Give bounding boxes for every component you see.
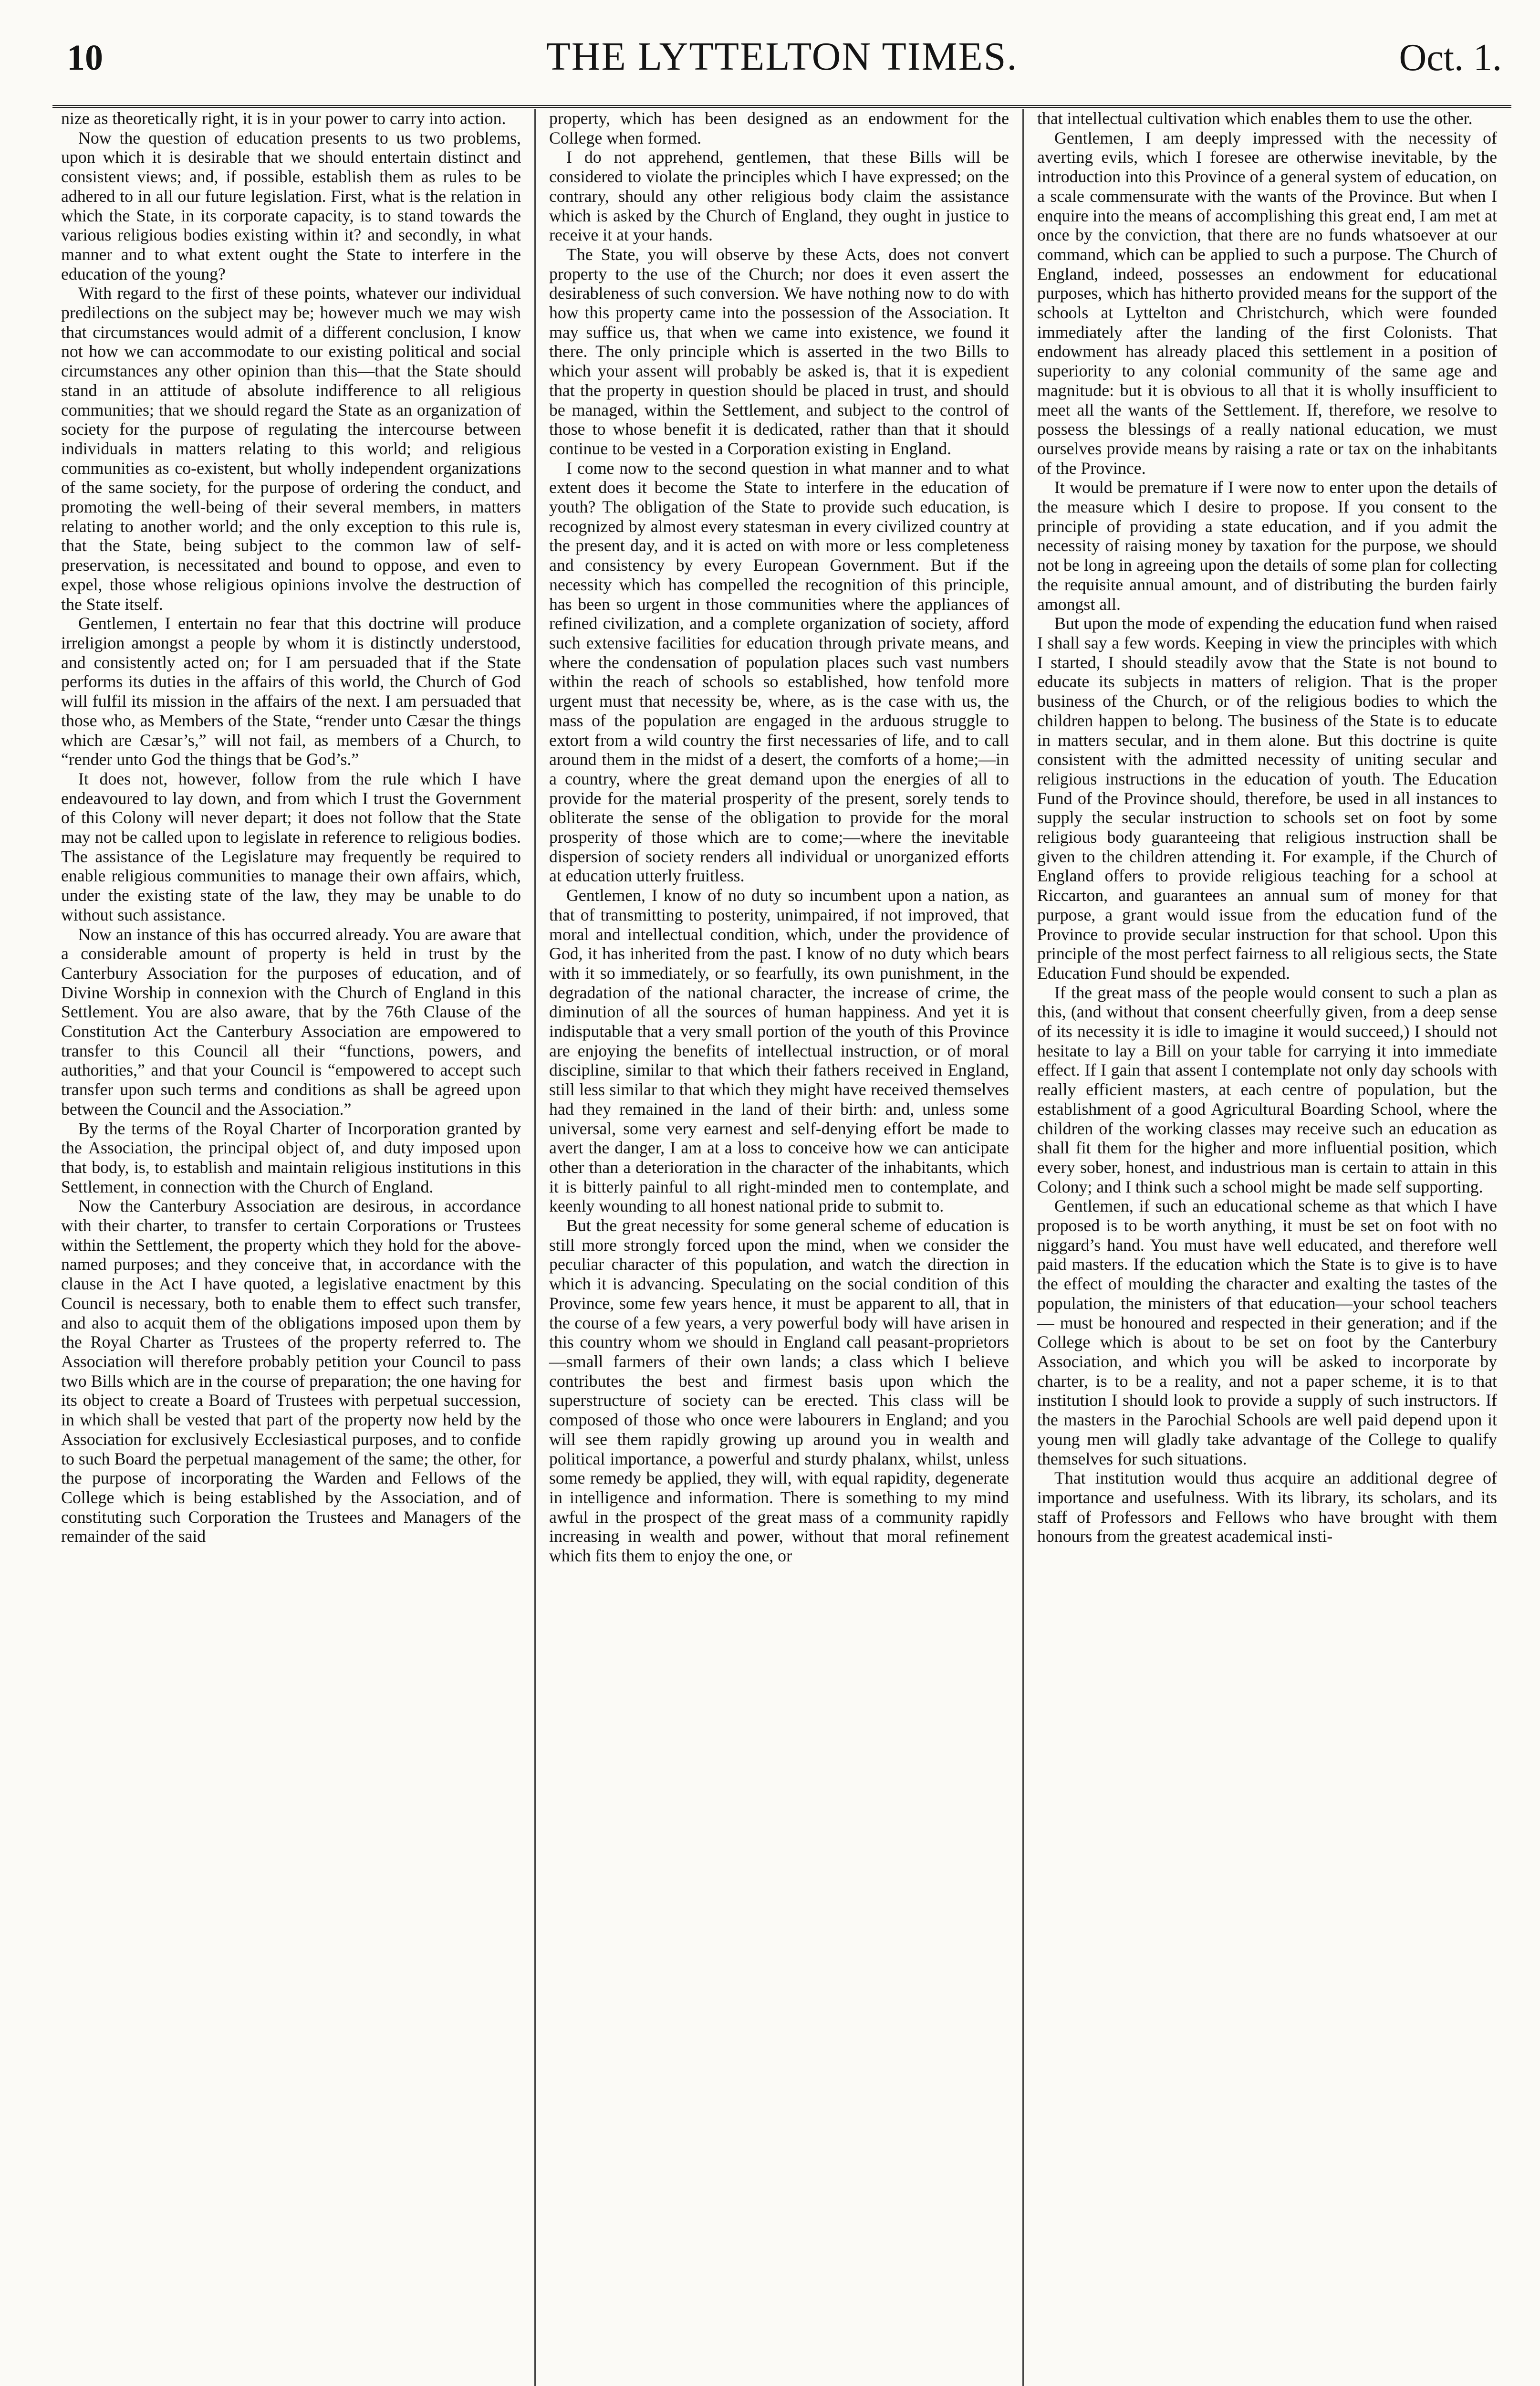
paragraph: If the great mass of the people would consent to such a plan as this, (and without that consent cheerfully given, from a deep sense of its necessity it is idle to imagine it would succeed,) I should not hesitate to lay a Bill on your table for carrying it into immediate effect. If I gain that assent I contemplate not only day schools with really efficient masters, at each centre of population, but the establishment of a good Agricultural Boarding School, where the children of the working classes may receive such an education as shall fit them for the higher and more influential position, which every sober, honest, and industrious man is certain to attain in this Colony; and I think such a school might be made self supporting. <box>1037 983 1497 1196</box>
paragraph: Now the Canterbury Association are desirous, in accordance with their charter, to transfer to certain Corporations or Trustees within the Settlement, the property which they hold for the above-named purposes; and they conceive that, in accordance with the clause in the Act I have quoted, a legislative enactment by this Council is necessary, both to enable them to effect such transfer, and also to acquit them of the obligations imposed upon them by the Royal Charter as Trustees of the property referred to. The Association will therefore probably petition your Council to pass two Bills which are in the course of preparation; the one having for its object to create a Board of Trustees with perpetual succession, in which shall be vested that part of the property now held by the Association for exclusively Ecclesiastical purposes, and to confide to such Board the perpetual management of the same; the other, for the purpose of incorporating the Warden and Fellows of the College which is being established by the Association, and of constituting such Corporation the Trustees and Managers of the remainder of the said <box>61 1196 521 1546</box>
issue-date: Oct. 1. <box>1399 37 1502 79</box>
paragraph: With regard to the first of these points, whatever our individual predilections on the subject may be; however much we may wish that circumstances would admit of a different conclusion, I know not how we can accommodate to our existing political and social circumstances any other opinion than this—that the State should stand in an attitude of absolute indifference to all religious communities; that we should regard the State as an organization of society for the purpose of regulating the intercourse between individuals in matters relating to this world; and religious communities as co-existent, but wholly independent organizations of the same society, for the purpose of ordering the conduct, and promoting the well-being of their several members, in matters relating to another world; and the only exception to this rule is, that the State, being subject to the common law of self-preservation, is necessitated and bound to oppose, and even to expel, those whose religious opinions involve the destruction of the State itself. <box>61 283 521 614</box>
page-number: 10 <box>67 38 103 78</box>
paragraph: Gentlemen, if such an educational scheme as that which I have proposed is to be worth anything, it must be set on foot with no niggard’s hand. You must have well educated, and therefore well paid masters. If the education which the State is to give is to have the effect of moulding the character and exalting the tastes of the population, the ministers of that education—your school teachers — must be honoured and respected in their generation; and if the College which is about to be set on foot by the Canterbury Association, and which you will be asked to incorporate by charter, is to be a reality, and not a paper scheme, it is to that institution I should look to provide a supply of such instructors. If the masters in the Parochial Schools are well paid depend upon it young men will gladly take advantage of the College to qualify themselves for such situations. <box>1037 1196 1497 1468</box>
column-divider <box>534 109 536 2386</box>
paragraph: It does not, however, follow from the rule which I have endeavoured to lay down, and from which I trust the Government of this Colony will never depart; it does not follow that the State may not be called upon to legislate in reference to religious bodies. The assistance of the Legislature may frequently be required to enable religious communities to manage their own affairs, which, under the existing state of the law, they may be unable to do without such assistance. <box>61 769 521 924</box>
paragraph: that intellectual cultivation which enables them to use the other. <box>1037 109 1473 128</box>
article-columns <box>52 109 1511 2386</box>
paragraph: Gentlemen, I know of no duty so incumbent upon a nation, as that of transmitting to posterity, unimpaired, if not improved, that moral and intellectual condition, which, under the providence of God, it has inherited from the past. I know of no duty which bears with it so immediately, or so fearfully, its own punishment, in the degradation of the national character, the increase of crime, the diminution of all the sources of human happiness. And yet it is indisputable that a very small portion of the youth of this Province are enjoying the benefits of intellectual instruction, or of moral discipline, similar to that which their fathers received in England, still less similar to that which they might have received themselves had they remained in the land of their birth: and, unless some universal, some very earnest and self-denying effort be made to avert the danger, I am at a loss to conceive how we can anticipate other than a deterioration in the character of the inhabitants, which it is bitterly painful to all right-minded men to contemplate, and keenly wounding to all honest national pride to submit to. <box>549 886 1009 1216</box>
column-3 <box>1029 109 1506 2386</box>
paragraph: Gentlemen, I am deeply impressed with the necessity of averting evils, which I foresee are otherwise inevitable, by the introduction into this Province of a general system of education, on a scale commensurate with the wants of the Province. But when I enquire into the means of accomplishing this great end, I am met at once by the conviction, that there are no funds whatsoever at our command, which can be applied to such a purpose. The Church of England, indeed, possesses an endowment for educational purposes, which has hitherto provided means for the support of the schools at Lyttelton and Christchurch, which were founded immediately after the landing of the first Colonists. That endowment has already placed this settlement in a position of superiority to any colonial community of the same age and magnitude: but it is obvious to all that it is wholly insufficient to meet all the wants of the Settlement. If, therefore, we resolve to possess the blessings of a really national education, we must ourselves provide means by raising a rate or tax on the inhabitants of the Province. <box>1037 128 1497 478</box>
column-1 <box>52 109 530 2386</box>
paragraph: The State, you will observe by these Acts, does not convert property to the use of the Church; nor does it even assert the desirableness of such conversion. We have nothing now to do with how this property came into the possession of the Association. It may suffice us, that when we came into existence, we found it there. The only principle which is asserted in the two Bills to which your assent will probably be asked is, that it is expedient that the property in question should be placed in trust, and should be managed, within the Settlement, and subject to the control of those to whose benefit it is dedicated, rather than that it should continue to be vested in a Corporation existing in England. <box>549 244 1009 458</box>
paragraph: property, which has been designed as an endowment for the College when formed. <box>549 109 1009 147</box>
paragraph: I come now to the second question in what manner and to what extent does it become the State to interfere in the education of youth? The obligation of the State to provide such education, is recognized by almost every statesman in every civilized country at the present day, and it is acted on with more or less completeness and consistency by every European Government. But if the necessity which has compelled the recognition of this principle, has been so urgent in those communities where the appliances of refined civilization, and a complete organization of society, afford such extensive facilities for education through private means, and where the condensation of population places such vast numbers within the reach of schools so established, how tenfold more urgent must that necessity be, where, as is the case with us, the mass of the population are engaged in the arduous struggle to extort from a wild country the first necessaries of life, and to call around them in the midst of a desert, the comforts of a home;—in a country, where the great demand upon the energies of all to provide for the material prosperity of the present, sorely tends to obliterate the sense of the obligation to provide for the moral prosperity of those which are to come;—where the inevitable dispersion of society renders all individual or unorganized efforts at education utterly fruitless. <box>549 458 1009 886</box>
paragraph: But upon the mode of expending the education fund when raised I shall say a few words. Keeping in view the principles with which I started, I should steadily avow that the State is not bound to educate its subjects in matters of religion. That is the proper business of the Church, or of the religious bodies to which the children happen to belong. The business of the State is to educate in matters secular, and in them alone. But this doctrine is quite consistent with the admitted necessity of uniting secular and religious instructions in the education of youth. The Education Fund of the Province should, therefore, be used in all instances to supply the secular instruction to schools set on foot by some religious body guaranteeing that religious instruction shall be given to the children attending it. For example, if the Church of England offers to provide religious teaching for a school at Riccarton, and guarantees an annual sum of money for that purpose, a grant would issue from the education fund of the Province to provide secular instruction for that school. Upon this principle of the most perfect fairness to all religious sects, the State Education Fund should be expended. <box>1037 614 1497 983</box>
paragraph: Now the question of education presents to us two problems, upon which it is desirable that we should entertain distinct and consistent views; and, if possible, establish them as rules to be adhered to in all our future legislation. First, what is the relation in which the State, in its corporate capacity, is to stand towards the various religious bodies existing within it? and secondly, in what manner and to what extent ought the State to interfere in the education of the young? <box>61 128 521 283</box>
paragraph: nize as theoretically right, it is in your power to carry into action. <box>61 109 506 128</box>
masthead <box>52 33 1511 108</box>
paragraph: It would be premature if I were now to enter upon the details of the measure which I desire to propose. If you consent to the principle of providing a state education, and if you admit the necessity of raising money by taxation for the purpose, we should not be long in agreeing upon the details of some plan for collecting the requisite annual amount, and of distributing the burden fairly amongst all. <box>1037 478 1497 614</box>
column-2 <box>541 109 1018 2386</box>
newspaper-title: THE LYTTELTON TIMES. <box>546 34 1018 79</box>
paragraph: I do not apprehend, gentlemen, that these Bills will be considered to violate the principles which I have expressed; on the contrary, should any other religious body claim the assistance which is asked by the Church of England, they ought in justice to receive it at your hands. <box>549 147 1009 245</box>
paragraph: Gentlemen, I entertain no fear that this doctrine will produce irreligion amongst a people by whom it is distinctly understood, and consistently acted on; for I am persuaded that if the State performs its duties in the affairs of this world, the Church of God will fulfil its mission in the affairs of the next. I am persuaded that those who, as Members of the State, “render unto Cæsar the things which are Cæsar’s,” will not fail, as members of a Church, to “render unto God the things that be God’s.” <box>61 614 521 769</box>
column-divider <box>1022 109 1024 2386</box>
paragraph: Now an instance of this has occurred already. You are aware that a considerable amount of property is held in trust by the Canterbury Association for the purposes of education, and of Divine Worship in connexion with the Church of England in this Settlement. You are also aware, that by the 76th Clause of the Constitution Act the Canterbury Association are empowered to transfer to this Council all their “functions, powers, and authorities,” and that your Council is “empowered to accept such transfer upon such terms and conditions as shall be agreed upon between the Council and the Association.” <box>61 924 521 1119</box>
paragraph: But the great necessity for some general scheme of education is still more strongly forced upon the mind, when we consider the peculiar character of this population, and watch the direction in which it is advancing. Speculating on the social condition of this Province, some few years hence, it must be apparent to all, that in the course of a few years, a very powerful body will have arisen in this country whom we should in England call peasant-proprietors—small farmers of their own lands; a class which I believe contributes the best and firmest basis upon which the superstructure of society can be erected. This class will be composed of those who once were labourers in England; and you will see them rapidly growing up around you in wealth and political importance, a powerful and sturdy phalanx, whilst, unless some remedy be applied, they will, with equal rapidity, degenerate in intelligence and information. There is something to my mind awful in the prospect of the great mass of a community rapidly increasing in wealth and power, without that moral refinement which fits them to enjoy the one, or <box>549 1216 1009 1566</box>
paragraph: By the terms of the Royal Charter of Incorporation granted by the Association, the principal object of, and duty imposed upon that body, is, to establish and maintain religious institutions in this Settlement, in connection with the Church of England. <box>61 1119 521 1196</box>
paragraph: That institution would thus acquire an additional degree of importance and usefulness. With its library, its scholars, and its staff of Professors and Fellows who have brought with them honours from the greatest academical insti- <box>1037 1468 1497 1546</box>
